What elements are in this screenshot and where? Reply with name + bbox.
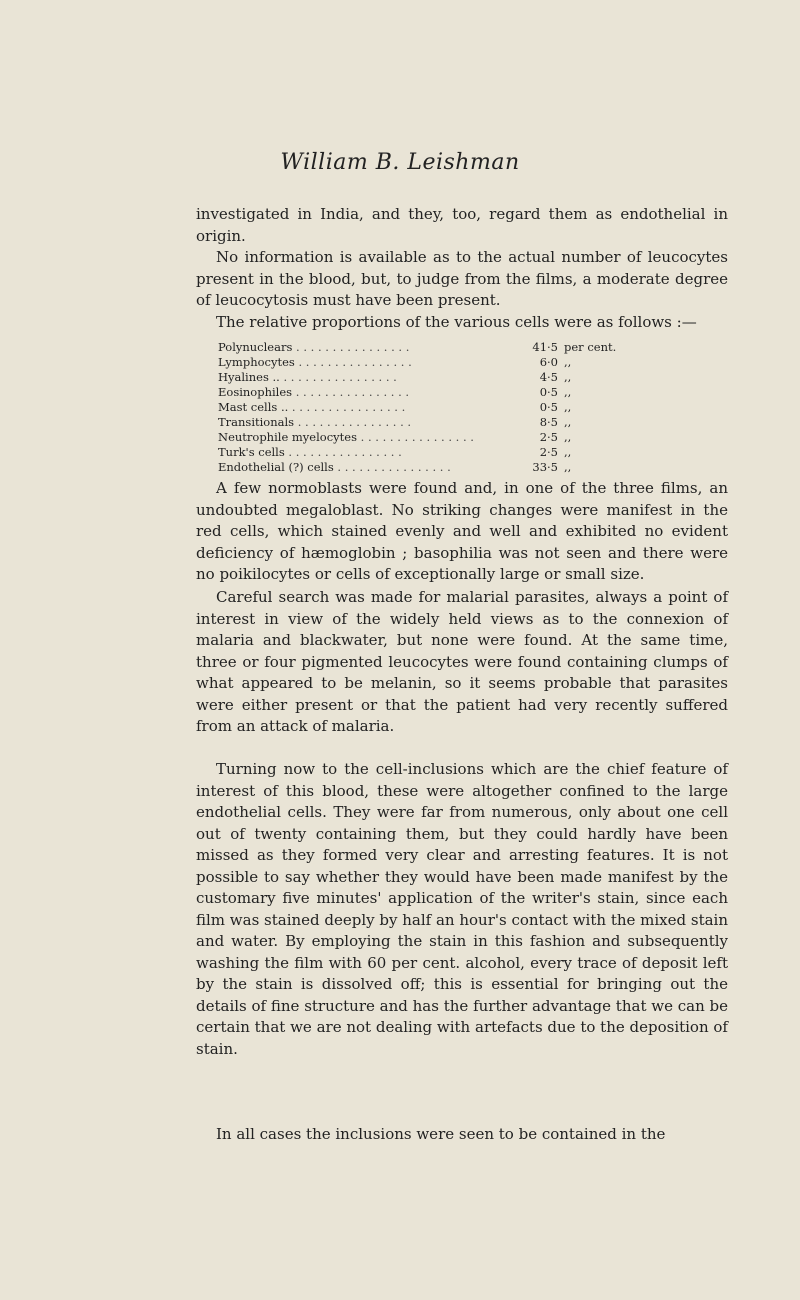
- table-row: [218, 355, 718, 370]
- cell-label: Lymphocytes . .: [218, 355, 518, 370]
- cell-label: Neutrophile myelocytes . .: [218, 430, 518, 445]
- cell-proportions-table: [218, 340, 718, 475]
- table-row: [218, 415, 718, 430]
- cell-label: Endothelial (?) cells . .: [218, 460, 518, 475]
- table-row: [218, 430, 718, 445]
- cell-label: Polynuclears . .: [218, 340, 518, 355]
- cell-unit: ,,: [564, 385, 572, 399]
- cell-value: 2·5: [539, 445, 558, 459]
- running-title: William B. Leishman: [280, 150, 520, 175]
- table-row: [218, 445, 718, 460]
- cell-unit: ,,: [564, 445, 572, 459]
- table-row: [218, 385, 718, 400]
- cell-value: 4·5: [539, 370, 558, 384]
- table-row: [218, 370, 718, 385]
- table-row: [218, 340, 718, 355]
- table-row: [218, 460, 718, 475]
- cell-label: Eosinophiles . .: [218, 385, 518, 400]
- cell-value: 6·0: [539, 355, 558, 369]
- cell-label: Transitionals . .: [218, 415, 518, 430]
- cell-value: 2·5: [539, 430, 558, 444]
- cell-unit: ,,: [564, 370, 572, 384]
- paragraph-7: In all cases the inclusions were seen to be contained in the: [216, 1125, 666, 1143]
- cell-value: 41·5: [532, 340, 558, 354]
- paragraph-4: A few normoblasts were found and, in one of the three films, an undoubted megaloblast. No striking changes were manifest in the red cells, which stained evenly and well and exhibited no evident deficiency of hæmoglobin ; basophilia was not seen and there were no poikilocytes or cells of exceptionally large or small size.: [196, 479, 728, 583]
- cell-value: 0·5: [539, 400, 558, 414]
- cell-value: 33·5: [532, 460, 558, 474]
- cell-unit: ,,: [564, 430, 572, 444]
- paragraph-1: investigated in India, and they, too, regard them as endothelial in origin.: [196, 205, 728, 245]
- paragraph-6: Turning now to the cell-inclusions which are the chief feature of interest of this blood, these were altogether confined to the large endothelial cells. They were far from numerous, only about one cell out of twenty containing them, but they could hardly have been missed as they formed very clear and arresting features. It is not possible to say whether they would have been made manifest by the customary five minutes' application of the writer's stain, since each film was stained deeply by half an hour's contact with the mixed stain and water. By employing the stain in this fashion and subsequently washing the film with 60 per cent. alcohol, every trace of deposit left by the stain is dissolved off; this is essential for bringing out the details of fine structure and has the further advantage that we can be certain that we are not dealing with artefacts due to the deposition of stain.: [196, 760, 729, 1058]
- cell-unit: ,,: [564, 400, 572, 414]
- cell-label: Turk's cells . .: [218, 445, 518, 460]
- table-row: [218, 400, 718, 415]
- paragraph-5: Careful search was made for malarial parasites, always a point of interest in view of the widely held views as to the connexion of malaria and blackwater, but none were found. At the same time, three or four pigmented leucocytes were found containing clumps of what appeared to be melanin, so it seems probable that parasites were either present or that the patient had very recently suffered from an attack of malaria.: [196, 588, 728, 735]
- paragraph-3: The relative proportions of the various cells were as follows :—: [216, 313, 697, 331]
- cell-unit: ,,: [564, 355, 572, 369]
- paragraph-2: No information is available as to the actual number of leucocytes present in the blood, but, to judge from the films, a moderate degree of leucocytosis must have been present.: [196, 248, 728, 309]
- cell-value: 8·5: [539, 415, 558, 429]
- cell-unit: ,,: [564, 460, 572, 474]
- cell-value: 0·5: [539, 385, 558, 399]
- cell-unit: ,,: [564, 415, 572, 429]
- cell-label: Hyalines .. . .: [218, 370, 518, 385]
- cell-label: Mast cells .. . .: [218, 400, 518, 415]
- cell-unit: per cent.: [564, 340, 617, 354]
